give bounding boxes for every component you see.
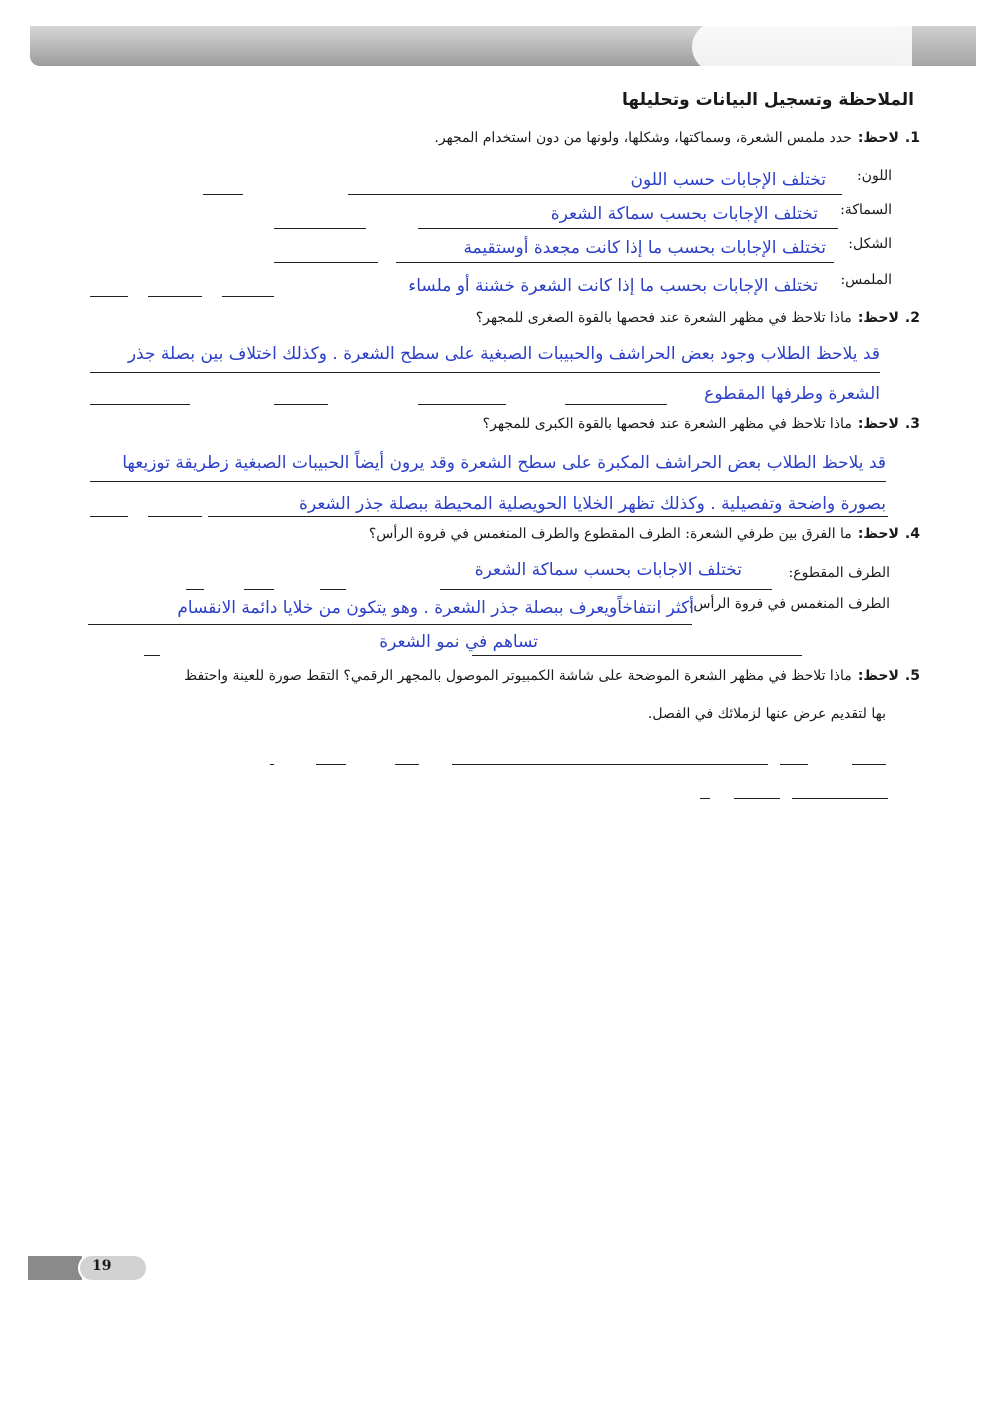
answer-line [90, 404, 190, 405]
question-label: لاحظ: [857, 668, 899, 684]
section-title: الملاحظة وتسجيل البيانات وتحليلها [622, 90, 914, 110]
question-text: ماذا تلاحظ في مظهر الشعرة عند فحصها بالقوة الصغرى للمجهر؟ [475, 310, 852, 326]
question-2 [476, 310, 920, 326]
answer-embedded-end: تساهم في نمو الشعرة [379, 632, 538, 652]
question-number: 3. [904, 416, 920, 432]
answer-line [565, 404, 667, 405]
answer-line [452, 764, 768, 765]
field-label-cut-end: الطرف المقطوع: [788, 565, 890, 581]
page-tab-dark [28, 1256, 82, 1280]
answer-line [792, 798, 888, 799]
question-3 [483, 416, 920, 432]
answer-line [320, 589, 346, 590]
answer-line [274, 404, 328, 405]
page-number-tab [28, 1254, 122, 1282]
answer-line [780, 764, 808, 765]
question-text: حدد ملمس الشعرة، وسماكتها، وشكلها، ولونها من دون استخدام المجهر. [434, 130, 852, 146]
question-number: 5. [904, 668, 920, 684]
answer-line [90, 372, 880, 373]
question-label: لاحظ: [857, 526, 899, 542]
page-tab-oval [78, 1254, 148, 1282]
answer-line [418, 228, 838, 229]
answer-line [396, 262, 834, 263]
field-label-color: اللون: [856, 168, 892, 184]
question-text: ماذا تلاحظ في مظهر الشعرة عند فحصها بالقوة الكبرى للمجهر؟ [482, 416, 852, 432]
answer-embedded-end: أكثر انتفاخاًويعرف ببصلة جذر الشعرة . وهو يتكون من خلايا دائمة الانقسام [177, 598, 694, 618]
answer-line [203, 194, 243, 195]
answer-line [316, 764, 346, 765]
question-number: 2. [904, 310, 920, 326]
answer-shape: تختلف الإجابات بحسب ما إذا كانت مجعدة أوستقيمة [463, 238, 826, 258]
question-number: 1. [904, 130, 920, 146]
answer-color: تختلف الإجابات حسب اللون [630, 170, 826, 190]
answer-line [395, 764, 419, 765]
field-label-embedded-end: الطرف المنغمس في فروة الرأس: [688, 596, 890, 612]
answer-line [348, 194, 842, 195]
answer-line [700, 798, 710, 799]
answer-line-text: الشعرة وطرفها المقطوع [704, 384, 880, 404]
answer-line [274, 262, 378, 263]
question-label: لاحظ: [857, 130, 899, 146]
answer-line [270, 764, 274, 765]
question-5 [184, 668, 920, 684]
answer-line-text: قد يلاحظ الطلاب وجود بعض الحراشف والحبيبات الصبغية على سطح الشعرة . وكذلك اختلاف بين بصلة جذر [127, 344, 880, 364]
question-label: لاحظ: [857, 310, 899, 326]
answer-line [148, 296, 202, 297]
field-label-texture: الملمس: [840, 272, 892, 288]
answer-line [90, 296, 128, 297]
page-number: 19 [92, 1258, 112, 1274]
question-text: ما الفرق بين طرفي الشعرة: الطرف المقطوع والطرف المنغمس في فروة الرأس؟ [368, 526, 852, 542]
answer-line [274, 228, 366, 229]
answer-texture: تختلف الإجابات بحسب ما إذا كانت الشعرة خشنة أو ملساء [408, 276, 818, 296]
answer-line [88, 624, 692, 625]
question-4 [369, 526, 920, 542]
question-1 [434, 130, 920, 146]
answer-line [852, 764, 886, 765]
answer-line-text: قد يلاحظ الطلاب بعض الحراشف المكبرة على سطح الشعرة وقد يرون أيضاً الحبيبات الصبغية زطريقة توزيعها [122, 453, 886, 473]
question-5-continued: بها لتقديم عرض عنها لزملائك في الفصل. [647, 706, 886, 722]
answer-line [440, 589, 772, 590]
question-number: 4. [904, 526, 920, 542]
answer-line [90, 481, 886, 482]
answer-line [244, 589, 274, 590]
answer-cut-end: تختلف الاجابات بحسب سماكة الشعرة [474, 560, 742, 580]
answer-line [208, 516, 888, 517]
field-label-shape: الشكل: [848, 236, 892, 252]
field-label-thickness: السماكة: [840, 202, 892, 218]
answer-line [472, 655, 802, 656]
answer-line [90, 516, 128, 517]
answer-line [734, 798, 780, 799]
answer-line [222, 296, 274, 297]
answer-line [418, 404, 506, 405]
answer-line [144, 655, 160, 656]
header-swoosh [692, 22, 912, 72]
answer-line [186, 589, 204, 590]
answer-line [148, 516, 202, 517]
question-text: ماذا تلاحظ في مظهر الشعرة الموضحة على شاشة الكمبيوتر الموصول بالمجهر الرقمي؟ التقط صورة للعينة واحتفظ [184, 668, 852, 684]
question-label: لاحظ: [857, 416, 899, 432]
answer-thickness: تختلف الإجابات بحسب سماكة الشعرة [550, 204, 818, 224]
answer-line-text: بصورة واضحة وتفصيلية . وكذلك تظهر الخلايا الحويصلية المحيطة ببصلة جذر الشعرة [299, 494, 886, 514]
